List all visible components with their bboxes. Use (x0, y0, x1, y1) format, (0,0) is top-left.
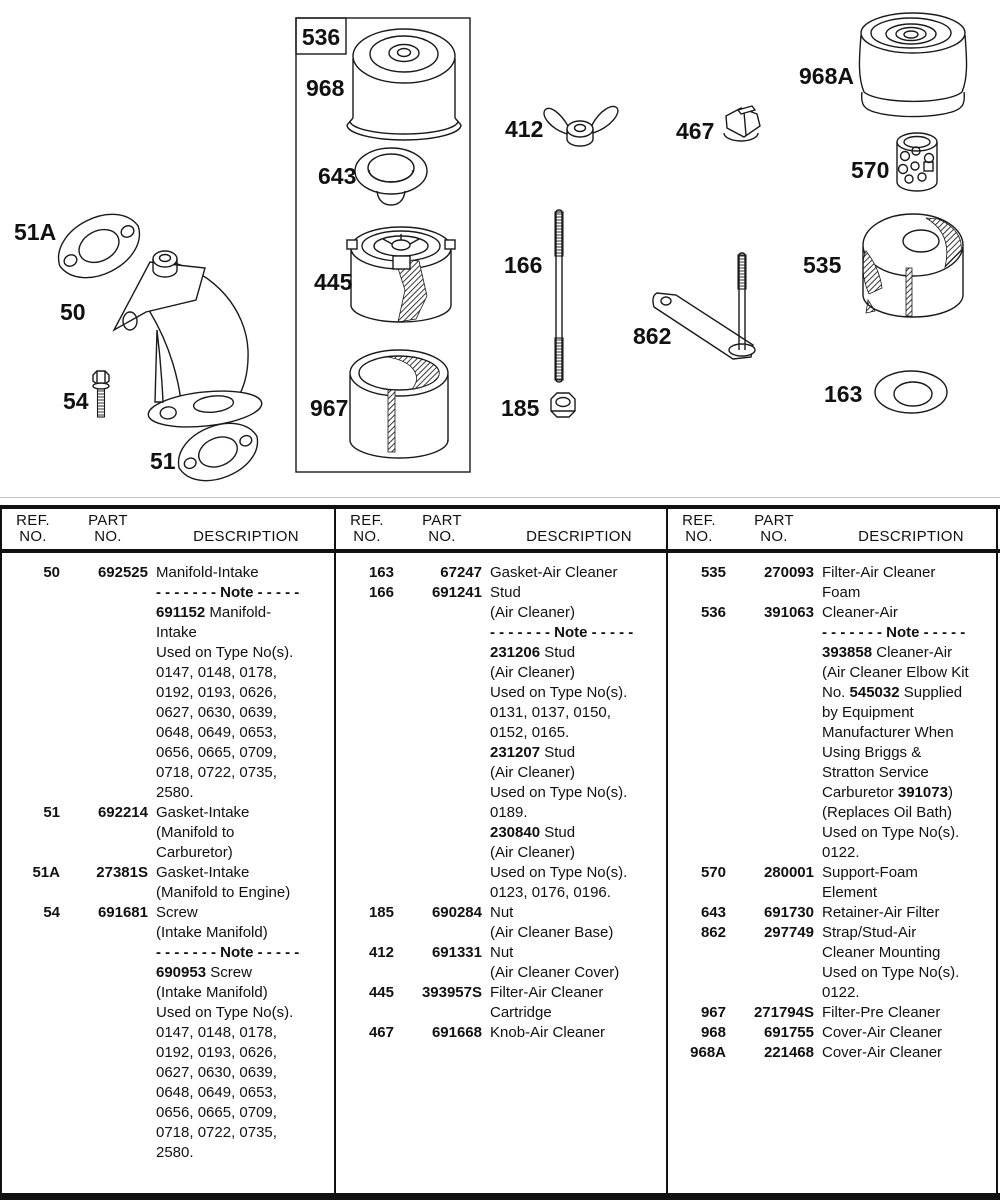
part-570-support-drawing (897, 133, 937, 191)
description: Filter-Air Cleaner Foam (822, 564, 936, 601)
part-643-retainer-drawing (355, 148, 427, 205)
description: Retainer-Air Filter (822, 904, 940, 921)
part-no: 691681 (97, 904, 148, 921)
description: Cover-Air Cleaner (822, 1024, 943, 1041)
table-row (672, 603, 1000, 863)
table-row (340, 1023, 668, 1043)
part-967-precleaner-drawing (350, 350, 448, 458)
part-no: 280001 (763, 864, 814, 881)
ref-no-header: REF. NO. (16, 512, 50, 545)
part-no: 393957S (421, 984, 482, 1001)
description: Nut (Air Cleaner Base) (490, 904, 614, 941)
ref-no: 570 (700, 864, 726, 881)
table-border-right (996, 505, 998, 1200)
part-no: 297749 (763, 924, 814, 941)
part-no-header: PART NO. (88, 512, 128, 545)
ref-no-header: REF. NO. (350, 512, 384, 545)
callout-51A: 51A (14, 219, 57, 245)
ref-no: 54 (43, 904, 60, 921)
description-header: DESCRIPTION (858, 528, 964, 545)
part-no-header: PART NO. (422, 512, 462, 545)
description: Nut (Air Cleaner Cover) (490, 944, 620, 981)
parts-column-2 (336, 563, 668, 1043)
description: Screw (Intake Manifold) - - - - - - - Note - - - - - 690953 Screw (Intake Manifold) Used on Type No(s). 0147, 0148, 0178, 0192, 0193, 0626, 0627, 0630, 0639, 0648, 0649, 0653, 0656, 0665, 0709, 0718, 0722, 0735, 2580. (156, 904, 300, 1161)
ref-no: 535 (700, 564, 726, 581)
table-row (340, 943, 668, 983)
ref-no: 51A (32, 864, 60, 881)
ref-no: 967 (700, 1004, 726, 1021)
part-185-nut-drawing (551, 393, 575, 417)
description: Filter-Pre Cleaner (822, 1004, 941, 1021)
description: Gasket-Intake (Manifold to Carburetor) (156, 804, 250, 861)
ref-no: 467 (368, 1024, 394, 1041)
callout-968: 968 (306, 75, 345, 101)
callout-163: 163 (824, 381, 863, 407)
part-445-cartridge-drawing (347, 227, 455, 322)
table-row (672, 1003, 1000, 1023)
table-row (340, 983, 668, 1023)
callout-445: 445 (314, 269, 353, 295)
description: Gasket-Intake (Manifold to Engine) (156, 864, 291, 901)
callout-54: 54 (63, 388, 89, 414)
part-no: 692214 (97, 804, 148, 821)
part-51A-gasket-drawing (47, 201, 151, 291)
table-row (672, 923, 1000, 1003)
part-no: 691331 (431, 944, 482, 961)
ref-no: 185 (368, 904, 394, 921)
part-no: 691668 (431, 1024, 482, 1041)
callout-51: 51 (150, 448, 176, 474)
description: Manifold-Intake - - - - - - - Note - - - - - 691152 Manifold- Intake Used on Type No(s). 0147, 0148, 0178, 0192, 0193, 0626, 0627, 0630, 0639, 0648, 0649, 0653, 0656, 0665, 0709, 0718, 0722, 0735, 2580. (156, 564, 300, 801)
table-row (6, 803, 336, 863)
part-535-foam-drawing (863, 214, 963, 317)
part-no: 391063 (763, 604, 814, 621)
description: Cover-Air Cleaner (822, 1044, 943, 1061)
ref-no: 166 (368, 584, 394, 601)
table-border-left (0, 505, 2, 1200)
part-no-header: PART NO. (754, 512, 794, 545)
table-row (6, 863, 336, 903)
description: Stud (Air Cleaner) - - - - - - - Note - - - - - 231206 Stud (Air Cleaner) Used on Type No(s). 0131, 0137, 0150, 0152, 0165. 231207 Stud (Air Cleaner) Used on Type No(s). 0189. 230840 Stud (Air Cleaner) Used on Type No(s). 0123, 0176, 0196. (490, 584, 634, 901)
table-row (340, 903, 668, 943)
part-no: 271794S (753, 1004, 814, 1021)
description: Strap/Stud-Air Cleaner Mounting Used on Type No(s). 0122. (822, 924, 960, 1001)
callout-570: 570 (851, 157, 890, 183)
part-166-stud-drawing (555, 210, 563, 382)
table-row (340, 563, 668, 583)
parts-table (0, 497, 1000, 1200)
callout-467: 467 (676, 118, 715, 144)
callout-166: 166 (504, 252, 543, 278)
table-row (672, 1023, 1000, 1043)
part-no: 690284 (431, 904, 482, 921)
description-header: DESCRIPTION (526, 528, 632, 545)
part-no: 692525 (97, 564, 148, 581)
table-header-col3 (668, 505, 1000, 549)
column-divider-1 (334, 505, 336, 1200)
description: Filter-Air Cleaner Cartridge (490, 984, 604, 1021)
part-54-screw-drawing (93, 371, 109, 417)
part-no: 67247 (440, 564, 482, 581)
table-header-separator (0, 549, 1000, 553)
table-top-hairline (0, 497, 1000, 498)
table-bottom-border (0, 1193, 1000, 1200)
part-no: 27381S (96, 864, 148, 881)
parts-column-1 (2, 563, 336, 1163)
part-412-wingnut-drawing (544, 106, 618, 146)
ref-no: 643 (700, 904, 726, 921)
ref-no: 445 (368, 984, 394, 1001)
ref-no: 968A (690, 1044, 726, 1061)
ref-no: 51 (43, 804, 60, 821)
part-no: 691241 (431, 584, 482, 601)
table-row (672, 903, 1000, 923)
ref-no: 862 (700, 924, 726, 941)
callout-643: 643 (318, 163, 357, 189)
part-968A-cover-drawing (859, 13, 966, 117)
part-163-washer-drawing (875, 371, 947, 413)
part-no: 221468 (763, 1044, 814, 1061)
ref-no: 536 (700, 604, 726, 621)
description: Support-Foam Element (822, 864, 918, 901)
parts-column-3 (668, 563, 1000, 1063)
callout-967: 967 (310, 395, 349, 421)
table-header-col2 (336, 505, 668, 549)
part-no: 691730 (763, 904, 814, 921)
ref-no: 163 (368, 564, 394, 581)
table-row (6, 563, 336, 803)
part-50-manifold-drawing (114, 251, 263, 432)
callout-536: 536 (301, 24, 341, 50)
description: Knob-Air Cleaner (490, 1024, 606, 1041)
table-row (672, 1043, 1000, 1063)
table-row (672, 563, 1000, 603)
part-467-knob-drawing (724, 106, 760, 141)
table-row (6, 903, 336, 1163)
callout-535: 535 (803, 252, 842, 278)
callout-412: 412 (505, 116, 544, 142)
column-divider-2 (666, 505, 668, 1200)
description: Gasket-Air Cleaner (490, 564, 618, 581)
parts-diagram (0, 0, 1000, 500)
part-no: 691755 (763, 1024, 814, 1041)
callout-50: 50 (60, 299, 86, 325)
description: Cleaner-Air - - - - - - - Note - - - - - 393858 Cleaner-Air (Air Cleaner Elbow Kit No. 545032 Supplied by Equipment Manufacturer When Using Briggs & Stratton Service Carburetor 391073) (Replaces Oil Bath) Used on Type No(s). 0122. (822, 604, 969, 861)
table-header-col1 (2, 505, 336, 549)
ref-no: 968 (700, 1024, 726, 1041)
table-row (672, 863, 1000, 903)
description-header: DESCRIPTION (193, 528, 299, 545)
part-968-cover-drawing (347, 29, 461, 140)
callout-185: 185 (501, 395, 540, 421)
part-no: 270093 (763, 564, 814, 581)
table-row (340, 583, 668, 903)
ref-no: 50 (43, 564, 60, 581)
ref-no: 412 (368, 944, 394, 961)
ref-no-header: REF. NO. (682, 512, 716, 545)
callout-968A: 968A (799, 63, 854, 89)
callout-862: 862 (633, 323, 672, 349)
